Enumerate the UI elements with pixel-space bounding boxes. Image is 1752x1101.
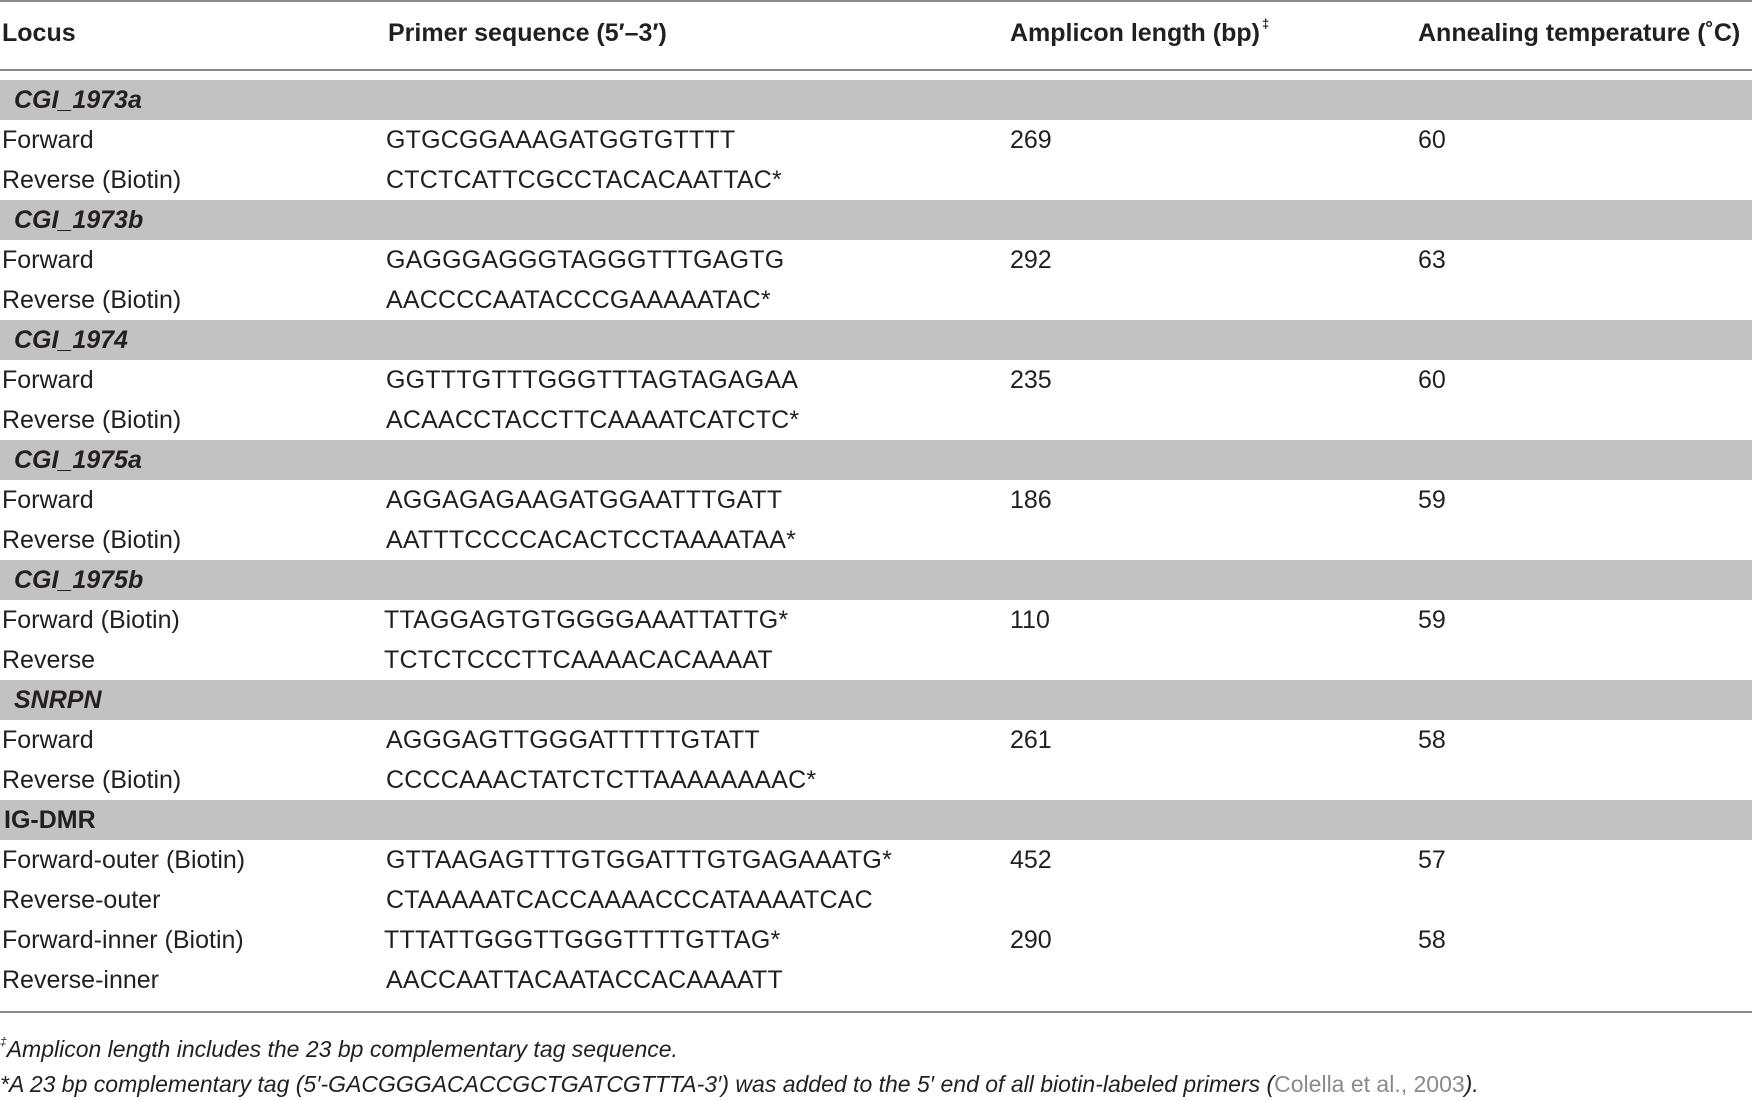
amplicon-length: 292 — [1010, 246, 1052, 274]
annealing-temp: 59 — [1418, 606, 1446, 634]
primer-sequence: TTAGGAGTGTGGGGAAATTATTG* — [384, 606, 789, 634]
annealing-temp: 63 — [1418, 246, 1446, 274]
table-row — [0, 120, 1752, 160]
group-label: CGI_1973b — [14, 206, 144, 234]
primer-sequence: CTCTCATTCGCCTACACAATTAC* — [386, 166, 782, 194]
group-row-snrpn — [0, 680, 1752, 720]
primer-name: Forward — [2, 366, 94, 394]
annealing-temp: 57 — [1418, 846, 1446, 874]
table-row — [0, 360, 1752, 400]
primer-sequence: GAGGGAGGGTAGGGTTTGAGTG — [386, 246, 785, 274]
primer-sequence: AGGGAGTTGGGATTTTTGTATT — [386, 726, 760, 754]
header-annealing-temperature: Annealing temperature (˚C) — [1418, 19, 1741, 47]
primer-name: Reverse (Biotin) — [2, 286, 182, 314]
header-amplicon-mark: ‡ — [1261, 16, 1270, 31]
group-row-ig-dmr — [0, 800, 1752, 840]
footnote-tag — [0, 1067, 1479, 1101]
primer-name: Forward — [2, 486, 94, 514]
table-row — [0, 400, 1752, 440]
table-row — [0, 520, 1752, 560]
primer-name: Reverse (Biotin) — [2, 166, 182, 194]
primer-sequence: AACCAATTACAATACCACAAAATT — [386, 966, 783, 994]
annealing-temp: 58 — [1418, 726, 1446, 754]
primer-name: Forward — [2, 126, 94, 154]
primer-name: Reverse — [2, 646, 96, 674]
table-row — [0, 280, 1752, 320]
group-row-cgi-1975b — [0, 560, 1752, 600]
primer-name: Forward (Biotin) — [2, 606, 180, 634]
primer-name: Forward-outer (Biotin) — [2, 846, 246, 874]
group-label: IG-DMR — [4, 806, 96, 834]
primer-name: Reverse (Biotin) — [2, 766, 182, 794]
table-row — [0, 160, 1752, 200]
footnote-mark: ‡ — [0, 1035, 7, 1049]
group-row-cgi-1974 — [0, 320, 1752, 360]
annealing-temp: 58 — [1418, 926, 1446, 954]
primer-name: Reverse (Biotin) — [2, 526, 182, 554]
primer-sequence: AATTTCCCCACACTCCTAAAATAA* — [386, 526, 797, 554]
primer-sequence: CCCCAAACTATCTCTTAAAAAAAAC* — [386, 766, 817, 794]
group-label: CGI_1974 — [14, 326, 128, 354]
amplicon-length: 186 — [1010, 486, 1052, 514]
primer-sequence: AACCCCAATACCCGAAAAATAC* — [386, 286, 771, 314]
group-label: CGI_1975b — [14, 566, 144, 594]
amplicon-length: 110 — [1010, 606, 1050, 634]
table-row — [0, 840, 1752, 880]
amplicon-length: 452 — [1010, 846, 1052, 874]
footnote-amplicon-text: Amplicon length includes the 23 bp complementary tag sequence. — [6, 1036, 678, 1062]
primer-sequence: AGGAGAGAAGATGGAATTTGATT — [386, 486, 783, 514]
primer-name: Reverse (Biotin) — [2, 406, 182, 434]
citation-link[interactable]: Colella et al., 2003 — [1274, 1071, 1465, 1097]
primer-sequence: GGTTTGTTTGGGTTTAGTAGAGAA — [386, 366, 799, 394]
header-locus: Locus — [2, 19, 76, 47]
table-row — [0, 640, 1752, 680]
table-row — [0, 760, 1752, 800]
table-row — [0, 880, 1752, 920]
amplicon-length: 235 — [1010, 366, 1052, 394]
primer-name: Forward — [2, 246, 94, 274]
primer-sequence: ACAACCTACCTTCAAAATCATCTC* — [386, 406, 800, 434]
table-row — [0, 720, 1752, 760]
header-bottom-rule — [0, 69, 1752, 71]
annealing-temp: 60 — [1418, 366, 1446, 394]
primer-sequence: GTGCGGAAAGATGGTGTTTT — [386, 126, 736, 154]
table-row — [0, 920, 1752, 960]
table-row — [0, 240, 1752, 280]
table-bottom-rule — [0, 1011, 1752, 1013]
annealing-temp: 60 — [1418, 126, 1446, 154]
primer-name: Reverse-inner — [2, 966, 160, 994]
table-top-rule — [0, 0, 1752, 2]
primer-sequence: TCTCTCCCTTCAAAACACAAAAT — [384, 646, 773, 674]
header-amplicon-length — [1010, 10, 1269, 56]
annealing-temp: 59 — [1418, 486, 1446, 514]
primer-sequence: TTTATTGGGTTGGGTTTTGTTAG* — [384, 926, 781, 954]
header-amplicon-label: Amplicon length (bp) — [1010, 19, 1260, 47]
footnote-amplicon — [0, 1032, 678, 1066]
header-primer-sequence: Primer sequence (5′–3′) — [388, 19, 667, 47]
group-label: CGI_1975a — [14, 446, 142, 474]
primer-name: Forward — [2, 726, 94, 754]
primer-name: Forward-inner (Biotin) — [2, 926, 244, 954]
footnote-tag-text: *A 23 bp complementary tag (5′-GACGGGACACCGCTGATCGTTTA-3′) was added to the 5′ end of all biotin-labeled primers ( — [0, 1071, 1275, 1097]
footnote-tag-end: ). — [1464, 1071, 1479, 1097]
primer-name: Reverse-outer — [2, 886, 161, 914]
group-label: CGI_1973a — [14, 86, 142, 114]
amplicon-length: 261 — [1010, 726, 1052, 754]
primer-sequence: CTAAAAATCACCAAAACCCATAAAATCAC — [386, 886, 873, 914]
primer-sequence: GTTAAGAGTTTGTGGATTTGTGAGAAATG* — [386, 846, 892, 874]
table-header — [0, 10, 1752, 56]
amplicon-length: 269 — [1010, 126, 1052, 154]
group-label: SNRPN — [14, 686, 102, 714]
table-row — [0, 960, 1752, 1000]
amplicon-length: 290 — [1010, 926, 1052, 954]
table-row — [0, 600, 1752, 640]
group-row-cgi-1975a — [0, 440, 1752, 480]
group-row-cgi-1973a — [0, 80, 1752, 120]
table-row — [0, 480, 1752, 520]
group-row-cgi-1973b — [0, 200, 1752, 240]
